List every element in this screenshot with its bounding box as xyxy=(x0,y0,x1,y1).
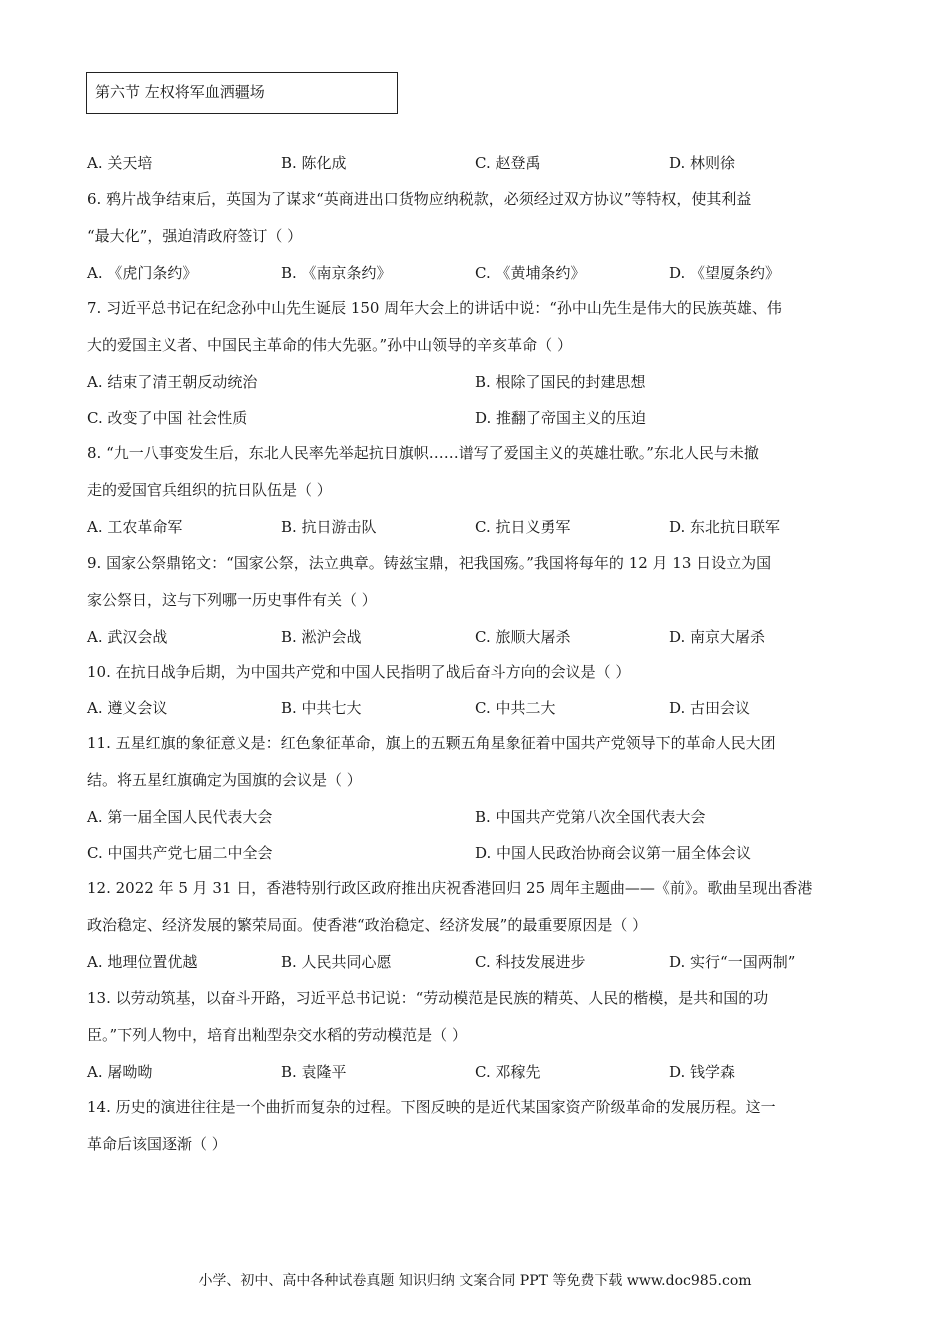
q6-option-b: B. 《南京条约》 xyxy=(281,263,392,282)
q7-stem-line-2: 大的爱国主义者、中国民主革命的伟大先驱。”孙中山领导的辛亥革命（ ） xyxy=(87,336,572,354)
q11-option-c: C. 中国共产党七届二中全会 xyxy=(87,843,273,862)
q10-stem-line-1: 10. 在抗日战争后期，为中国共产党和中国人民指明了战后奋斗方向的会议是（ ） xyxy=(87,663,631,681)
q9-option-c: C. 旅顺大屠杀 xyxy=(475,627,571,646)
q11-option-a: A. 第一届全国人民代表大会 xyxy=(87,808,273,826)
q7-options-row-2 xyxy=(87,405,867,441)
q7-stem-line-1: 7. 习近平总书记在纪念孙中山先生诞辰 150 周年大会上的讲话中说：“孙中山先生是伟大的民族英雄、伟 xyxy=(87,299,782,317)
q12-option-b: B. 人民共同心愿 xyxy=(281,953,392,971)
section-title-box: 第六节 左权将军血洒疆场 xyxy=(86,72,398,114)
q12-option-a: A. 地理位置优越 xyxy=(87,953,198,971)
q10-option-b: B. 中共七大 xyxy=(281,698,362,717)
q12-stem-line-1: 12. 2022 年 5 月 31 日，香港特别行政区政府推出庆祝香港回归 25 周年主题曲——《前》。歌曲呈现出香港 xyxy=(87,879,813,897)
q9-stem-line-2: 家公祭日，这与下列哪一历史事件有关（ ） xyxy=(87,590,377,609)
q9-option-b: B. 淞沪会战 xyxy=(281,627,362,646)
q8-options xyxy=(87,514,867,550)
q11-option-b: B. 中国共产党第八次全国代表大会 xyxy=(475,808,706,826)
q12-stem-line-2: 政治稳定、经济发展的繁荣局面。使香港“政治稳定、经济发展”的最重要原因是（ ） xyxy=(87,916,648,934)
q13-option-c: C. 邓稼先 xyxy=(475,1062,541,1081)
q9-option-a: A. 武汉会战 xyxy=(87,627,168,646)
q10-option-d: D. 古田会议 xyxy=(669,698,751,717)
q10-option-c: C. 中共二大 xyxy=(475,698,556,717)
q13-stem-line-2: 臣。”下列人物中，培育出籼型杂交水稻的劳动模范是（ ） xyxy=(87,1025,467,1044)
q11-stem-line-2: 结。将五星红旗确定为国旗的会议是（ ） xyxy=(87,771,362,789)
q6-option-a: A. 《虎门条约》 xyxy=(87,263,198,282)
q11-options-row-1 xyxy=(87,804,867,840)
q10-options xyxy=(87,695,867,731)
q13-option-a: A. 屠呦呦 xyxy=(87,1062,153,1081)
q8-stem-line-1: 8. “九一八事变发生后，东北人民率先举起抗日旗帜……谱写了爱国主义的英雄壮歌。”东北人民与未撤 xyxy=(87,444,759,462)
q6-stem-line-2: “最大化”，强迫清政府签订（ ） xyxy=(87,226,303,245)
q6-options xyxy=(87,260,867,296)
q8-option-a: A. 工农革命军 xyxy=(87,518,183,536)
q5-option-c: C. 赵登禹 xyxy=(475,154,541,172)
q12-options xyxy=(87,949,867,985)
q8-option-b: B. 抗日游击队 xyxy=(281,518,377,536)
q8-option-d: D. 东北抗日联军 xyxy=(669,518,781,536)
q7-option-b: B. 根除了国民的封建思想 xyxy=(475,373,646,391)
q12-option-d: D. 实行“一国两制” xyxy=(669,953,796,971)
q13-option-b: B. 袁隆平 xyxy=(281,1062,347,1081)
q6-option-d: D. 《望厦条约》 xyxy=(669,263,781,282)
q7-option-a: A. 结束了清王朝反动统治 xyxy=(87,373,258,391)
q11-stem-line-1: 11. 五星红旗的象征意义是：红色象征革命，旗上的五颗五角星象征着中国共产党领导下的革命人民大团 xyxy=(87,734,776,752)
q5-option-a: A. 关天培 xyxy=(87,154,153,172)
q5-option-b: B. 陈化成 xyxy=(281,154,347,172)
q13-options xyxy=(87,1059,867,1095)
q5-option-d: D. 林则徐 xyxy=(669,154,736,172)
q13-stem-line-1: 13. 以劳动筑基，以奋斗开路，习近平总书记说：“劳动模范是民族的精英、人民的楷模，是共和国的功 xyxy=(87,988,769,1007)
q14-stem-line-1: 14. 历史的演进往往是一个曲折而复杂的过程。下图反映的是近代某国家资产阶级革命的发展历程。这一 xyxy=(87,1098,776,1116)
q9-stem-line-1: 9. 国家公祭鼎铭文：“国家公祭，法立典章。铸兹宝鼎，祀我国殇。”我国将每年的 12 月 13 日设立为国 xyxy=(87,553,772,572)
q7-options-row-1 xyxy=(87,369,867,405)
q14-stem-line-2: 革命后该国逐渐（ ） xyxy=(87,1135,227,1153)
q8-option-c: C. 抗日义勇军 xyxy=(475,518,571,536)
q6-option-c: C. 《黄埔条约》 xyxy=(475,263,586,282)
q9-option-d: D. 南京大屠杀 xyxy=(669,627,766,646)
q11-option-d: D. 中国人民政治协商会议第一届全体会议 xyxy=(475,843,752,862)
q11-options-row-2 xyxy=(87,840,867,876)
q10-option-a: A. 遵义会议 xyxy=(87,698,168,717)
q6-stem-line-1: 6. 鸦片战争结束后，英国为了谋求“英商进出口货物应纳税款，必须经过双方协议”等特权，使其利益 xyxy=(87,189,752,208)
page-footer: 小学、初中、高中各种试卷真题 知识归纳 文案合同 PPT 等免费下载 www.doc985.com xyxy=(198,1273,752,1289)
q12-option-c: C. 科技发展进步 xyxy=(475,953,586,971)
q8-stem-line-2: 走的爱国官兵组织的抗日队伍是（ ） xyxy=(87,481,332,499)
q7-option-c: C. 改变了中国 社会性质 xyxy=(87,408,248,427)
q7-option-d: D. 推翻了帝国主义的压迫 xyxy=(475,408,647,427)
question-list xyxy=(87,150,867,1168)
q9-options xyxy=(87,624,867,660)
q13-option-d: D. 钱学森 xyxy=(669,1062,736,1081)
q5-options xyxy=(87,150,867,186)
